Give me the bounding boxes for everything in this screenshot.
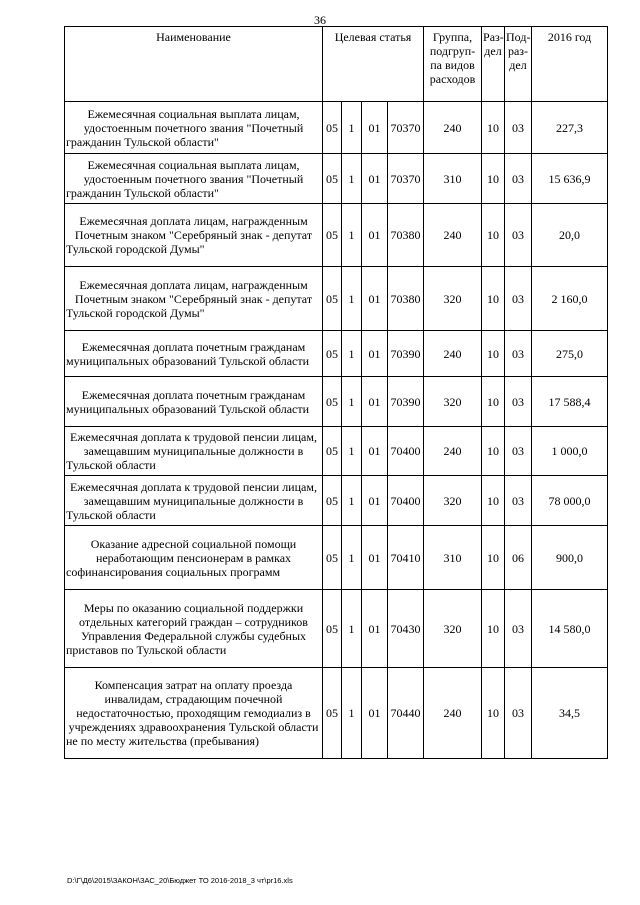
row-name: Компенсация затрат на оплату проезда инвалидам, страдающим почечной недостаточностью, проходящим гемодиализ в учреждениях здравоохранения Тульской области не по месту жительства (пребывания) [65,668,323,759]
subsection-code: 03 [505,476,532,526]
target-code-1: 05 [323,267,342,331]
target-code-2: 1 [342,590,362,668]
group-code: 320 [424,377,482,427]
row-name: Ежемесячная доплата лицам, награжденным Почетным знаком "Серебряный знак - депутат Тульской городской Думы" [65,204,323,267]
row-name: Ежемесячная доплата лицам, награжденным Почетным знаком "Серебряный знак - депутат Тульской городской Думы" [65,267,323,331]
target-code-4: 70430 [388,590,424,668]
row-name: Ежемесячная доплата почетным гражданам муниципальных образований Тульской области [65,331,323,377]
table-header-row [65,27,608,102]
target-code-3: 01 [362,267,388,331]
subsection-code: 03 [505,204,532,267]
target-code-4: 70370 [388,102,424,154]
table-row [65,204,608,267]
table-row [65,526,608,590]
row-amount: 227,3 [532,102,608,154]
row-name: Ежемесячная социальная выплата лицам, удостоенным почетного звания "Почетный гражданин Тульской области" [65,154,323,204]
target-code-1: 05 [323,331,342,377]
section-code: 10 [482,204,505,267]
subsection-code: 03 [505,668,532,759]
target-code-2: 1 [342,476,362,526]
subsection-code: 03 [505,331,532,377]
group-code: 240 [424,331,482,377]
row-amount: 900,0 [532,526,608,590]
target-code-1: 05 [323,590,342,668]
target-code-2: 1 [342,267,362,331]
header-year: 2016 год [532,27,608,102]
target-code-2: 1 [342,204,362,267]
target-code-3: 01 [362,377,388,427]
header-name: Наименование [65,27,323,102]
group-code: 240 [424,668,482,759]
target-code-4: 70390 [388,331,424,377]
row-name: Ежемесячная доплата почетным гражданам муниципальных образований Тульской области [65,377,323,427]
target-code-4: 70400 [388,476,424,526]
row-name: Меры по оказанию социальной поддержки отдельных категорий граждан – сотрудников Управления Федеральной службы судебных приставов по Тульской области [65,590,323,668]
section-code: 10 [482,267,505,331]
target-code-2: 1 [342,427,362,476]
row-name: Ежемесячная социальная выплата лицам, удостоенным почетного звания "Почетный гражданин Тульской области" [65,102,323,154]
target-code-2: 1 [342,331,362,377]
group-code: 320 [424,476,482,526]
target-code-3: 01 [362,427,388,476]
header-group: Группа, подгруп- па видов расходов [424,27,482,102]
target-code-3: 01 [362,668,388,759]
subsection-code: 03 [505,590,532,668]
target-code-3: 01 [362,102,388,154]
subsection-code: 03 [505,427,532,476]
group-code: 240 [424,102,482,154]
table-row [65,427,608,476]
section-code: 10 [482,154,505,204]
target-code-2: 1 [342,668,362,759]
target-code-4: 70380 [388,204,424,267]
target-code-2: 1 [342,526,362,590]
section-code: 10 [482,668,505,759]
group-code: 310 [424,526,482,590]
file-path-footer: D:\Г\Д6\2015\ЗАКОН\ЗАС_20\Бюджет ТО 2016-2018_3 чт\pr16.xls [67,876,293,885]
target-code-3: 01 [362,590,388,668]
target-code-1: 05 [323,526,342,590]
target-code-1: 05 [323,154,342,204]
row-amount: 15 636,9 [532,154,608,204]
section-code: 10 [482,427,505,476]
subsection-code: 06 [505,526,532,590]
target-code-3: 01 [362,154,388,204]
page-number: 36 [314,13,326,27]
target-code-4: 70400 [388,427,424,476]
section-code: 10 [482,590,505,668]
row-amount: 20,0 [532,204,608,267]
header-section: Раз- дел [482,27,505,102]
target-code-2: 1 [342,154,362,204]
header-target-article: Целевая статья [323,27,424,102]
subsection-code: 03 [505,267,532,331]
row-amount: 1 000,0 [532,427,608,476]
table-row [65,668,608,759]
target-code-4: 70380 [388,267,424,331]
group-code: 320 [424,590,482,668]
table-row [65,590,608,668]
section-code: 10 [482,331,505,377]
subsection-code: 03 [505,154,532,204]
section-code: 10 [482,377,505,427]
target-code-1: 05 [323,204,342,267]
target-code-1: 05 [323,102,342,154]
row-amount: 34,5 [532,668,608,759]
group-code: 320 [424,267,482,331]
target-code-3: 01 [362,526,388,590]
section-code: 10 [482,476,505,526]
header-subsection: Под- раз- дел [505,27,532,102]
row-name: Оказание адресной социальной помощи неработающим пенсионерам в рамках софинансирования социальных программ [65,526,323,590]
table-row [65,267,608,331]
row-amount: 78 000,0 [532,476,608,526]
row-name: Ежемесячная доплата к трудовой пенсии лицам, замещавшим муниципальные должности в Тульской области [65,427,323,476]
row-amount: 14 580,0 [532,590,608,668]
target-code-1: 05 [323,476,342,526]
row-amount: 17 588,4 [532,377,608,427]
budget-table [64,26,608,759]
section-code: 10 [482,526,505,590]
row-amount: 2 160,0 [532,267,608,331]
target-code-3: 01 [362,476,388,526]
row-name: Ежемесячная доплата к трудовой пенсии лицам, замещавшим муниципальные должности в Тульской области [65,476,323,526]
target-code-1: 05 [323,668,342,759]
table-row [65,476,608,526]
group-code: 240 [424,204,482,267]
target-code-2: 1 [342,377,362,427]
target-code-3: 01 [362,331,388,377]
table-row [65,102,608,154]
target-code-1: 05 [323,377,342,427]
subsection-code: 03 [505,102,532,154]
group-code: 310 [424,154,482,204]
target-code-3: 01 [362,204,388,267]
row-amount: 275,0 [532,331,608,377]
section-code: 10 [482,102,505,154]
subsection-code: 03 [505,377,532,427]
target-code-4: 70410 [388,526,424,590]
table-row [65,154,608,204]
table-row [65,377,608,427]
target-code-4: 70390 [388,377,424,427]
target-code-2: 1 [342,102,362,154]
target-code-4: 70370 [388,154,424,204]
group-code: 240 [424,427,482,476]
table-row [65,331,608,377]
target-code-4: 70440 [388,668,424,759]
target-code-1: 05 [323,427,342,476]
